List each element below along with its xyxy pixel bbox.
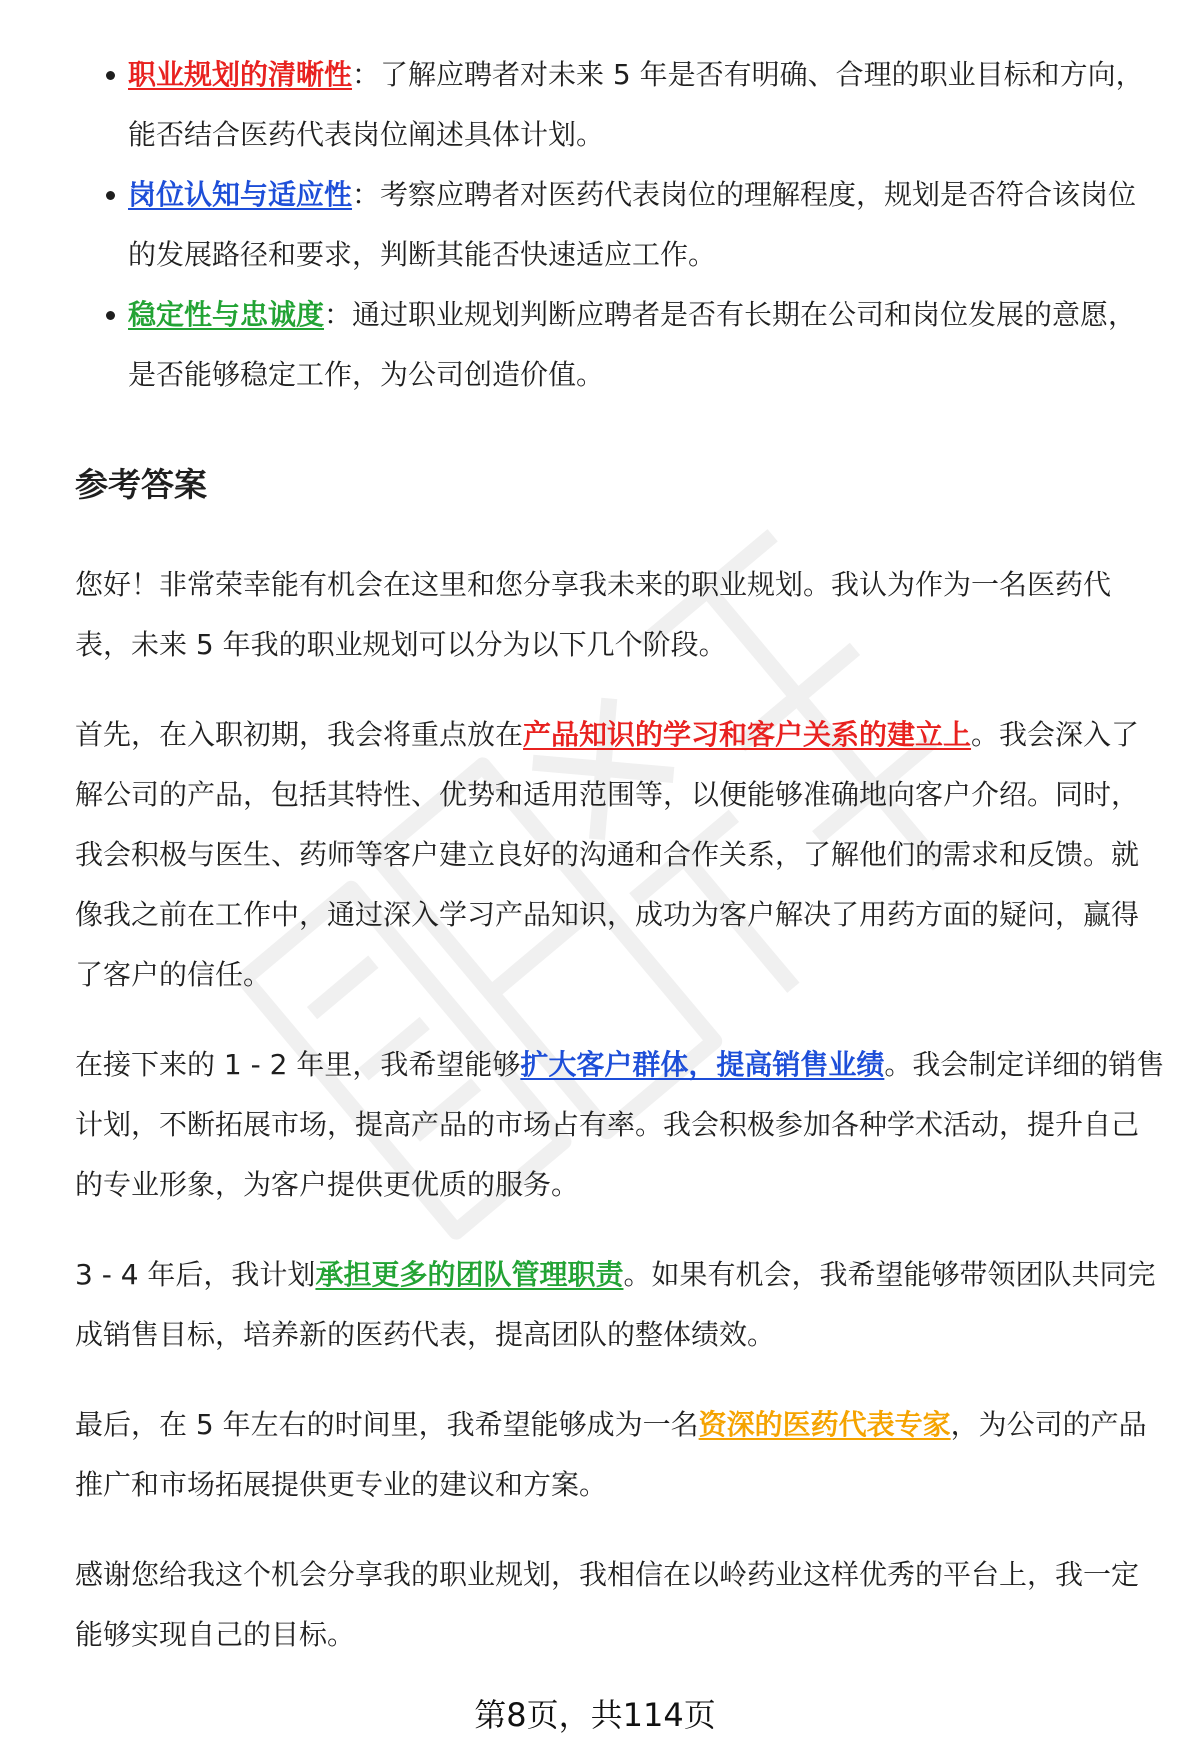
criteria-text: ：了解应聘者对未来 5 年是否有明确、合理的职业目标和方向，能否结合医药代表岗位阐述具体计划。 [128,58,1144,151]
criteria-text: ：考察应聘者对医药代表岗位的理解程度，规划是否符合该岗位的发展路径和要求，判断其能否快速适应工作。 [128,178,1137,271]
criteria-term: 职业规划的清晰性 [128,58,353,91]
answer-paragraph-stage-1 [75,705,1165,1005]
page-number: 第8页，共114页 [474,1696,716,1734]
highlight-phrase: 扩大客户群体，提高销售业绩 [520,1048,885,1081]
criteria-item-clarity [128,45,1158,165]
answer-paragraph-intro: 您好！非常荣幸能有机会在这里和您分享我未来的职业规划。我认为作为一名医药代表，未来 5 年我的职业规划可以分为以下几个阶段。 [75,568,1112,661]
paragraph-text: ，为公司的产品推广和市场拓展提供更专业的建议和方案。 [75,1408,1147,1501]
answer-paragraph-stage-4 [75,1395,1165,1515]
criteria-item-adaptability [128,165,1158,285]
bullet-icon [106,71,115,80]
answer-paragraph-closing: 感谢您给我这个机会分享我的职业规划，我相信在以岭药业这样优秀的平台上，我一定能够实现自己的目标。 [75,1558,1140,1651]
paragraph-text: 。我会制定详细的销售计划，不断拓展市场，提高产品的市场占有率。我会积极参加各种学术活动，提升自己的专业形象，为客户提供更优质的服务。 [75,1048,1165,1201]
highlight-phrase: 承担更多的团队管理职责 [315,1258,624,1291]
criteria-text: ：通过职业规划判断应聘者是否有长期在公司和岗位发展的意愿，是否能够稳定工作，为公司创造价值。 [128,298,1137,391]
highlight-phrase: 产品知识的学习和客户关系的建立上 [523,718,972,751]
paragraph-text: 在接下来的 1 - 2 年里，我希望能够 [75,1048,521,1081]
bullet-icon [106,191,115,200]
criteria-term: 岗位认知与适应性 [128,178,353,211]
criteria-term: 稳定性与忠诚度 [128,298,325,331]
paragraph-text: 3 - 4 年后，我计划 [75,1258,316,1291]
section-heading: 参考答案 [75,465,207,504]
bullet-icon [106,311,115,320]
highlight-phrase: 资深的医药代表专家 [698,1408,951,1441]
answer-paragraph-stage-3 [75,1245,1165,1365]
criteria-item-stability [128,285,1158,405]
paragraph-text: 。如果有机会，我希望能够带领团队共同完成销售目标，培养新的医药代表，提高团队的整体绩效。 [75,1258,1156,1351]
paragraph-text: 。我会深入了解公司的产品，包括其特性、优势和适用范围等，以便能够准确地向客户介绍。同时，我会积极与医生、药师等客户建立良好的沟通和合作关系，了解他们的需求和反馈。就像我之前在工作中，通过深入学习产品知识，成功为客户解决了用药方面的疑问，赢得了客户的信任。 [75,718,1140,991]
paragraph-text: 最后，在 5 年左右的时间里，我希望能够成为一名 [75,1408,699,1441]
paragraph-text: 首先，在入职初期，我会将重点放在 [75,718,524,751]
answer-paragraph-stage-2 [75,1035,1165,1215]
